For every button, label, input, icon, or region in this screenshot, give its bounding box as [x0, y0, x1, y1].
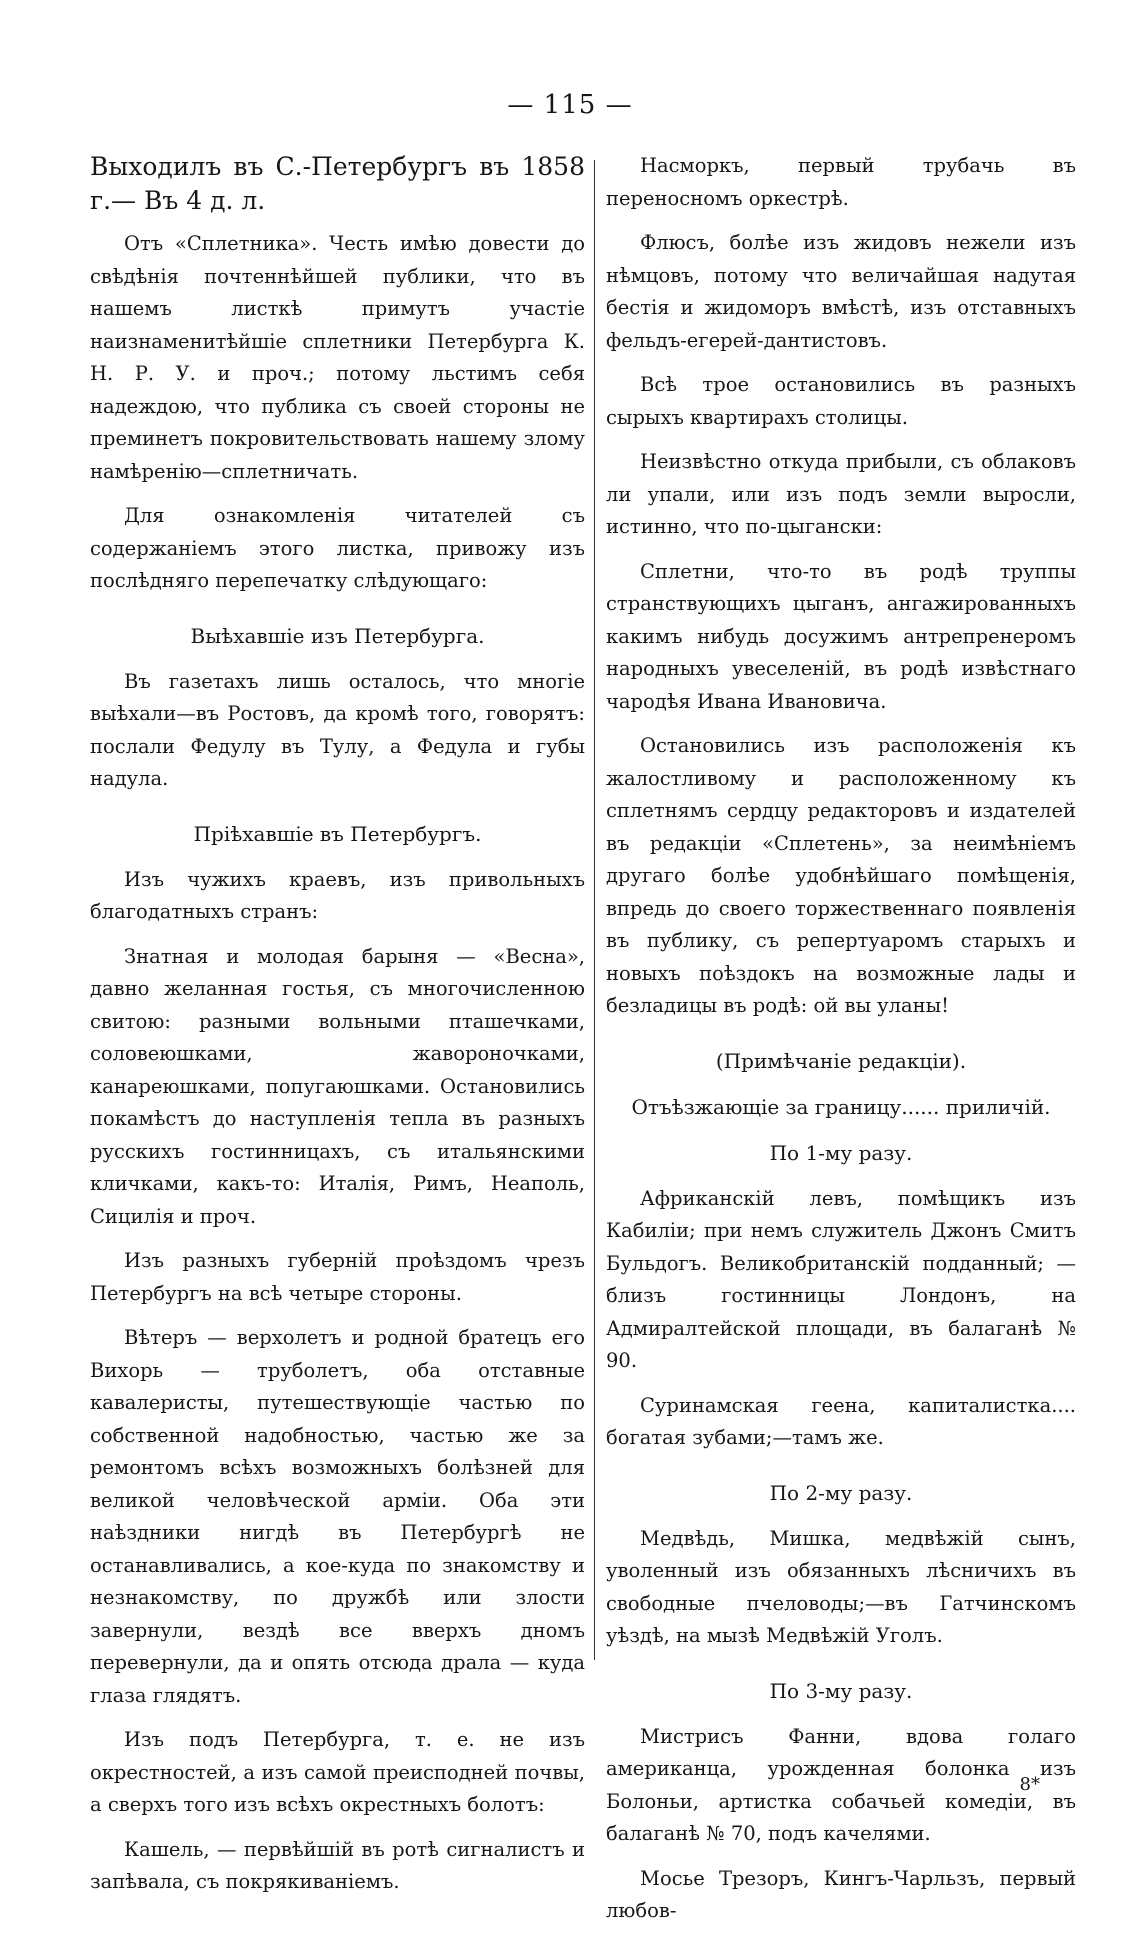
paragraph: Мосье Трезоръ, Кингъ-Чарльзъ, первый любов-: [606, 1866, 1076, 1922]
paragraph: Въ газетахъ лишь осталось, что многіе выѣхали—въ Ростовъ, да кромѣ того, говорятъ: послали Федулу въ Тулу, а Федула и губы надула.: [90, 669, 585, 790]
section-heading-third: По 3-му разу.: [769, 1678, 913, 1703]
paragraph: Знатная и молодая барыня — «Весна», давно желанная гостья, съ многочисленною свитою: разными вольными пташечками, соловеюшками, жавороночками, канареюшками, попугаюшками. Остановились покамѣстъ до наступленія тепла въ разныхъ русскихъ гостинницахъ, съ итальянскими кличками, какъ-то: Италія, Римъ, Неаполь, Сицилія и проч.: [90, 944, 585, 1228]
departing-line: Отъѣзжающіе за границу...... приличій.: [631, 1094, 1051, 1119]
paragraph: Изъ чужихъ краевъ, изъ привольныхъ благодатныхъ странъ:: [90, 867, 585, 923]
paragraph: Изъ разныхъ губерній проѣздомъ чрезъ Петербургъ на всѣ четыре стороны.: [90, 1249, 585, 1305]
right-column: [606, 150, 1076, 1940]
paragraph: Медвѣдь, Мишка, медвѣжій сынъ, уволенный изъ обязанныхъ лѣсничихъ въ свободные пчеловоды;—въ Гатчинскомъ уѣздѣ, на мызѣ Медвѣжій Уголъ.: [606, 1526, 1076, 1647]
section-heading-second: По 2-му разу.: [769, 1480, 913, 1505]
paragraph: Мистрисъ Фанни, вдова голаго американца, урожденная болонка изъ Болоньи, артистка собачьей комедіи, въ балаганѣ № 70, подъ качелями.: [606, 1724, 1076, 1845]
paragraph: Отъ «Сплетника». Честь имѣю довести до свѣдѣнія почтеннѣйшей публики, что въ нашемъ листкѣ примутъ участіе наизнаменитѣйшіе сплетники Петербурга К. Н. Р. У. и проч.; потому льстимъ себя надеждою, что публика съ своей стороны не преминетъ покровительствовать нашему злому намѣренію—сплетничать.: [90, 232, 585, 483]
paragraph: Флюсъ, болѣе изъ жидовъ нежели изъ нѣмцовъ, потому что величайшая надутая бестія и жидоморъ вмѣстѣ, изъ отставныхъ фельдъ-егерей-дантистовъ.: [606, 231, 1076, 352]
section-heading-arrived: Пріѣхавшіе въ Петербургъ.: [193, 821, 482, 846]
paragraph: Сплетни, что-то въ родѣ труппы странствующихъ цыганъ, ангажированныхъ какимъ нибудь досужимъ антрепренеромъ народныхъ увеселеній, въ родѣ извѣстнаго чародѣя Ивана Ивановича.: [606, 559, 1076, 713]
paragraph: Африканскій левъ, помѣщикъ изъ Кабиліи; при немъ служитель Джонъ Смитъ Бульдогъ. Великобританскій подданный; — близъ гостинницы Лондонъ, на Адмиралтейской площади, въ балаганѣ № 90.: [606, 1186, 1076, 1372]
paragraph: Для ознакомленія читателей съ содержаніемъ этого листка, привожу изъ послѣдняго перепечатку слѣдующаго:: [90, 504, 585, 592]
publication-heading: Выходилъ въ С.-Петербургъ въ 1858 г.— Въ 4 д. л.: [90, 152, 585, 215]
section-heading-first: По 1-му разу.: [769, 1140, 913, 1165]
paragraph: Кашель, — первѣйшій въ ротѣ сигналистъ и запѣвала, съ покрякиваніемъ.: [90, 1837, 585, 1893]
editor-note-heading: (Примѣчаніе редакціи).: [715, 1048, 967, 1073]
paragraph: Вѣтеръ — верхолетъ и родной братецъ его Вихорь — труболетъ, оба отставные кавалеристы, путешествующіе частью по собственной надобностью, частью же за ремонтомъ всѣхъ возможныхъ болѣзней для великой человѣческой арміи. Оба эти наѣздники нигдѣ въ Петербургѣ не останавливались, а кое-куда по знакомству и незнакомству, по дружбѣ или злости завернули, вездѣ все вверхъ дномъ перевернули, да и опять отсюда драла — куда глаза глядятъ.: [90, 1326, 585, 1707]
left-column: [90, 150, 585, 1911]
paragraph: Суринамская геена, капиталистка.... богатая зубами;—тамъ же.: [606, 1393, 1076, 1449]
section-heading-departed: Выѣхавшіе изъ Петербурга.: [190, 623, 485, 648]
paragraph: Всѣ трое остановились въ разныхъ сырыхъ квартирахъ столицы.: [606, 373, 1076, 429]
paragraph: Изъ подъ Петербурга, т. е. не изъ окрестностей, а изъ самой преисподней почвы, а сверхъ того изъ всѣхъ окрестныхъ болотъ:: [90, 1728, 585, 1816]
page-number: — 115 —: [507, 90, 633, 120]
paragraph: Остановились изъ расположенія къ жалостливому и расположенному къ сплетнямъ сердцу редакторовъ и издателей въ редакціи «Сплетень», за неимѣніемъ другаго болѣе удобнѣйшаго помѣщенія, впредь до своего торжественнаго появленія въ публику, съ репертуаромъ старыхъ и новыхъ поѣздокъ на возможные лады и безладицы въ родѣ: ой вы уланы!: [606, 734, 1076, 1017]
paragraph: Неизвѣстно откуда прибыли, съ облаковъ ли упали, или изъ подъ земли выросли, истинно, что по-цыгански:: [606, 450, 1076, 538]
column-divider: [594, 160, 595, 1660]
paragraph: Насморкъ, первый трубачь въ переносномъ оркестрѣ.: [606, 154, 1076, 210]
signature-mark: 8*: [1019, 1774, 1040, 1795]
